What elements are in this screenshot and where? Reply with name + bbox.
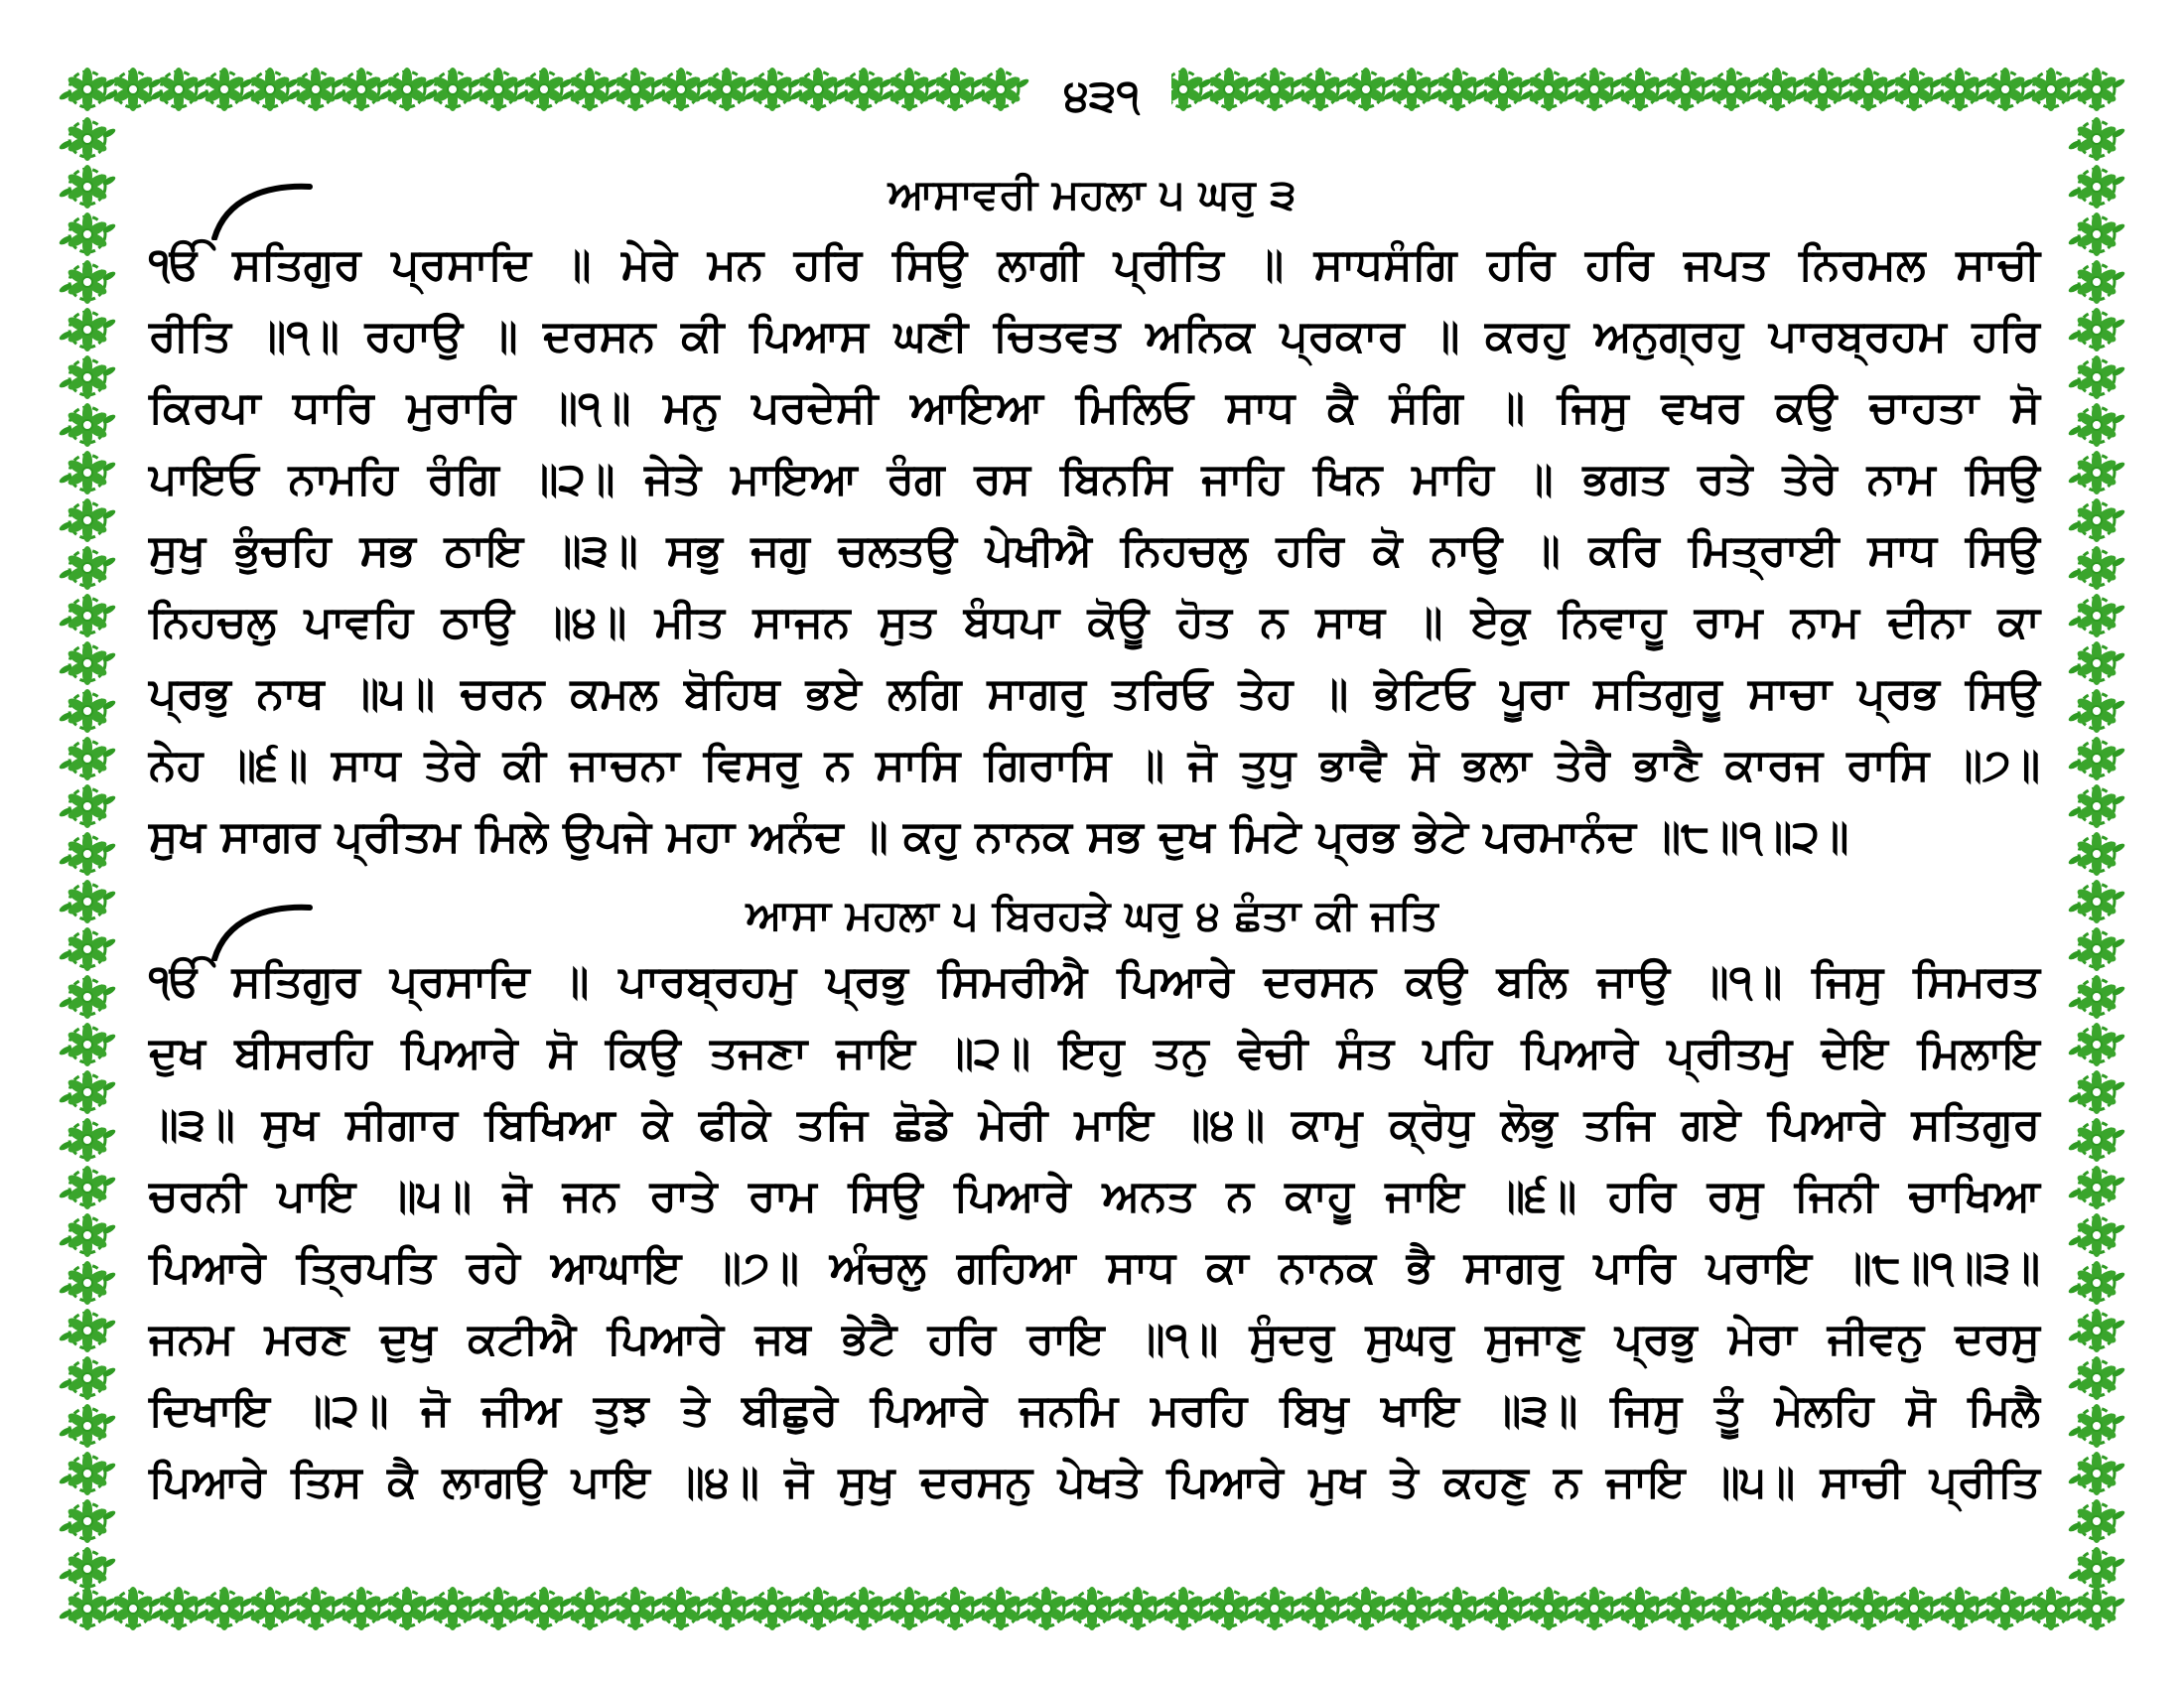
flower-icon [195, 68, 253, 111]
flower-icon [1199, 1587, 1258, 1630]
flower-icon [103, 68, 162, 111]
flower-icon [514, 1587, 573, 1630]
flower-icon [606, 68, 664, 111]
flower-icon [2067, 975, 2125, 1019]
flower-icon [1291, 1587, 1349, 1630]
flower-icon [2021, 68, 2080, 111]
flower-icon [149, 1587, 207, 1630]
flower-icon [1519, 68, 1577, 111]
flower-icon [58, 975, 116, 1019]
flower-icon [651, 68, 710, 111]
flower-icon [2067, 451, 2125, 494]
flower-icon [788, 68, 847, 111]
flower-icon [880, 68, 938, 111]
flower-icon [2067, 1118, 2125, 1162]
flower-icon [834, 68, 892, 111]
flower-icon [1656, 1587, 1714, 1630]
verse-line: ਪ੍ਰਭੁ ਨਾਥ ॥੫॥ ਚਰਨ ਕਮਲ ਬੋਹਿਥ ਭਏ ਲਗਿ ਸਾਗਰੁ ਤਰਿਓ ਤੇਹ ॥ ਭੇਟਿਓ ਪੂਰਾ ਸਤਿਗੁਰੂ ਸਾਚਾ ਪ੍ਰਭ ਸਿਉ [149, 668, 2040, 719]
flower-icon [2021, 1587, 2080, 1630]
flower-icon [58, 212, 116, 256]
flower-icon [1473, 68, 1532, 111]
flower-icon [880, 1587, 938, 1630]
flower-icon [423, 1587, 481, 1630]
flower-icon [1382, 68, 1440, 111]
flower-icon [240, 1587, 299, 1630]
flower-icon [1839, 68, 1897, 111]
flower-icon [377, 68, 436, 111]
flower-icon [58, 1404, 116, 1448]
flower-icon [2067, 355, 2125, 399]
flower-icon [1062, 1587, 1121, 1630]
flower-icon [606, 1587, 664, 1630]
verse-line: ॥੩॥ ਸੁਖ ਸੀਗਾਰ ਬਿਖਿਆ ਕੇ ਫੀਕੇ ਤਜਿ ਛੋਡੇ ਮੇਰੀ ਮਾਇ ॥੪॥ ਕਾਮੁ ਕ੍ਰੋਧੁ ਲੋਭੁ ਤਜਿ ਗਏ ਪਿਆਰੇ ਸਤਿਗੁਰ [149, 1099, 2040, 1150]
verse-line: ੴ ਸਤਿਗੁਰ ਪ੍ਰਸਾਦਿ ॥ ਮੇਰੇ ਮਨ ਹਰਿ ਸਿਉ ਲਾਗੀ ਪ੍ਰੀਤਿ ॥ ਸਾਧਸੰਗਿ ਹਰਿ ਹਰਿ ਜਪਤ ਨਿਰਮਲ ਸਾਚੀ [149, 239, 2040, 290]
flower-icon [1884, 68, 1943, 111]
flower-icon [743, 68, 801, 111]
ik-onkar-arc-icon [206, 181, 316, 240]
flower-icon [58, 355, 116, 399]
flower-icon [1702, 1587, 1760, 1630]
flower-icon [788, 1587, 847, 1630]
flower-icon [2067, 212, 2125, 256]
flower-icon [2067, 498, 2125, 542]
flower-icon [58, 594, 116, 637]
flower-icon [58, 927, 116, 971]
verse-line: ਨਿਹਚਲੁ ਪਾਵਹਿ ਠਾਉ ॥੪॥ ਮੀਤ ਸਾਜਨ ਸੁਤ ਬੰਧਪਾ ਕੋਊ ਹੋਤ ਨ ਸਾਥ ॥ ਏਕੁ ਨਿਵਾਹੂ ਰਾਮ ਨਾਮ ਦੀਨਾ ਕਾ [149, 597, 2040, 647]
flower-icon [195, 1587, 253, 1630]
flower-icon [1656, 68, 1714, 111]
flower-icon [58, 1587, 116, 1630]
flower-icon [1930, 68, 1988, 111]
verse-line: ਨੇਹ ॥੬॥ ਸਾਧ ਤੇਰੇ ਕੀ ਜਾਚਨਾ ਵਿਸਰੁ ਨ ਸਾਸਿ ਗਿਰਾਸਿ ॥ ਜੋ ਤੁਧੁ ਭਾਵੈ ਸੋ ਭਲਾ ਤੇਰੈ ਭਾਣੈ ਕਾਰਜ ਰਾਸਿ ॥੭॥ [149, 740, 2040, 790]
flower-icon [58, 165, 116, 209]
verse-line: ਜਨਮ ਮਰਣ ਦੁਖੁ ਕਟੀਐ ਪਿਆਰੇ ਜਬ ਭੇਟੈ ਹਰਿ ਰਾਇ ॥੧॥ ਸੁੰਦਰੁ ਸੁਘਰੁ ਸੁਜਾਣੁ ਪ੍ਰਭੁ ਮੇਰਾ ਜੀਵਨੁ ਦਰਸੁ [149, 1314, 2040, 1364]
flower-icon [560, 1587, 618, 1630]
flower-icon [58, 784, 116, 828]
flower-icon [2067, 1309, 2125, 1352]
flower-icon [1747, 68, 1806, 111]
flower-icon [925, 68, 984, 111]
flower-icon [286, 68, 344, 111]
flower-icon [2067, 68, 2125, 111]
flower-icon [58, 1070, 116, 1114]
flower-icon [2067, 1023, 2125, 1066]
flower-icon [2067, 1587, 2125, 1630]
flower-icon [58, 308, 116, 352]
flower-icon [2067, 880, 2125, 923]
flower-icon [58, 1499, 116, 1543]
flower-icon [240, 68, 299, 111]
flower-icon [58, 403, 116, 447]
flower-icon [469, 1587, 527, 1630]
shabad-heading: ਆਸਾ ਮਹਲਾ ੫ ਬਿਰਹੜੇ ਘਰੁ ੪ ਛੰਤਾ ਕੀ ਜਤਿ [746, 891, 1438, 939]
flower-icon [58, 1213, 116, 1257]
flower-icon [58, 1261, 116, 1305]
flower-icon [2067, 546, 2125, 590]
flower-icon [2067, 260, 2125, 304]
flower-icon [1930, 1587, 1988, 1630]
flower-icon [58, 1309, 116, 1352]
flower-icon [2067, 832, 2125, 876]
flower-icon [1747, 1587, 1806, 1630]
verse-line: ਚਰਨੀ ਪਾਇ ॥੫॥ ਜੋ ਜਨ ਰਾਤੇ ਰਾਮ ਸਿਉ ਪਿਆਰੇ ਅਨਤ ਨ ਕਾਹੂ ਜਾਇ ॥੬॥ ਹਰਿ ਰਸੁ ਜਿਨੀ ਚਾਖਿਆ [149, 1171, 2040, 1221]
flower-icon [1245, 1587, 1303, 1630]
flower-icon [1702, 68, 1760, 111]
flower-icon [971, 1587, 1029, 1630]
flower-icon [58, 1452, 116, 1495]
flower-icon [58, 832, 116, 876]
flower-icon [2067, 1547, 2125, 1591]
flower-icon [58, 117, 116, 161]
flower-icon [58, 1166, 116, 1209]
flower-icon [58, 1356, 116, 1400]
flower-icon [103, 1587, 162, 1630]
flower-icon [560, 68, 618, 111]
flower-icon [1108, 1587, 1166, 1630]
flower-icon [58, 546, 116, 590]
flower-icon [1610, 1587, 1669, 1630]
verse-line: ੴ ਸਤਿਗੁਰ ਪ੍ਰਸਾਦਿ ॥ ਪਾਰਬ੍ਰਹਮੁ ਪ੍ਰਭੁ ਸਿਮਰੀਐ ਪਿਆਰੇ ਦਰਸਨ ਕਉ ਬਲਿ ਜਾਉ ॥੧॥ ਜਿਸੁ ਸਿਮਰਤ [149, 956, 2040, 1007]
flower-icon [1336, 68, 1395, 111]
flower-icon [1793, 68, 1851, 111]
flower-icon [332, 68, 390, 111]
flower-icon [377, 1587, 436, 1630]
shabad-heading: ਆਸਾਵਰੀ ਮਹਲਾ ੫ ਘਰੁ ੩ [887, 170, 1297, 218]
verse-line: ਸੁਖ ਸਾਗਰ ਪ੍ਰੀਤਮ ਮਿਲੇ ਉਪਜੇ ਮਹਾ ਅਨੰਦ ॥ ਕਹੁ ਨਾਨਕ ਸਭ ਦੁਖ ਮਿਟੇ ਪ੍ਰਭ ਭੇਟੇ ਪਰਮਾਨੰਦ ॥੮॥੧॥੨॥ [149, 811, 1849, 862]
flower-icon [149, 68, 207, 111]
flower-icon [2067, 594, 2125, 637]
verse-line: ਪਿਆਰੇ ਤਿਸ ਕੈ ਲਾਗਉ ਪਾਇ ॥੪॥ ਜੋ ਸੁਖੁ ਦਰਸਨੁ ਪੇਖਤੇ ਪਿਆਰੇ ਮੁਖ ਤੇ ਕਹਣੁ ਨ ਜਾਇ ॥੫॥ ਸਾਚੀ ਪ੍ਰੀਤਿ [149, 1457, 2040, 1507]
flower-icon [2067, 784, 2125, 828]
flower-icon [2067, 737, 2125, 780]
page-number: ੪੩੧ [1032, 62, 1171, 131]
flower-icon [743, 1587, 801, 1630]
flower-icon [1565, 1587, 1623, 1630]
flower-icon [1336, 1587, 1395, 1630]
flower-icon [58, 260, 116, 304]
flower-icon [58, 68, 116, 111]
flower-icon [2067, 117, 2125, 161]
flower-icon [2067, 1213, 2125, 1257]
flower-icon [2067, 1166, 2125, 1209]
flower-icon [58, 1118, 116, 1162]
verse-line: ਦੁਖ ਬੀਸਰਹਿ ਪਿਆਰੇ ਸੋ ਕਿਉ ਤਜਣਾ ਜਾਇ ॥੨॥ ਇਹੁ ਤਨੁ ਵੇਚੀ ਸੰਤ ਪਹਿ ਪਿਆਰੇ ਪ੍ਰੀਤਮੁ ਦੇਇ ਮਿਲਾਇ [149, 1028, 2040, 1078]
flower-icon [2067, 1499, 2125, 1543]
flower-icon [1291, 68, 1349, 111]
flower-icon [2067, 641, 2125, 685]
flower-icon [1245, 68, 1303, 111]
flower-icon [58, 498, 116, 542]
flower-icon [651, 1587, 710, 1630]
flower-icon [2067, 1261, 2125, 1305]
flower-icon [1793, 1587, 1851, 1630]
flower-icon [58, 1547, 116, 1591]
flower-icon [58, 880, 116, 923]
flower-icon [2067, 1404, 2125, 1448]
flower-icon [925, 1587, 984, 1630]
flower-icon [697, 68, 755, 111]
flower-icon [514, 68, 573, 111]
flower-icon [1565, 68, 1623, 111]
verse-line: ਸੁਖੁ ਭੁੰਚਹਿ ਸਭ ਠਾਇ ॥੩॥ ਸਭੁ ਜਗੁ ਚਲਤਉ ਪੇਖੀਐ ਨਿਹਚਲੁ ਹਰਿ ਕੋ ਨਾਉ ॥ ਕਰਿ ਮਿਤ੍ਰਾਈ ਸਾਧ ਸਿਉ [149, 525, 2040, 576]
flower-icon [423, 68, 481, 111]
flower-icon [469, 68, 527, 111]
flower-icon [1154, 1587, 1212, 1630]
flower-icon [2067, 1452, 2125, 1495]
flower-icon [58, 1023, 116, 1066]
flower-icon [2067, 689, 2125, 733]
flower-icon [1428, 68, 1486, 111]
flower-icon [58, 737, 116, 780]
flower-icon [2067, 165, 2125, 209]
flower-icon [58, 689, 116, 733]
flower-icon [1884, 1587, 1943, 1630]
ik-onkar-arc-icon [206, 902, 316, 961]
flower-icon [58, 451, 116, 494]
flower-icon [2067, 1070, 2125, 1114]
flower-icon [1017, 1587, 1075, 1630]
flower-icon [332, 1587, 390, 1630]
flower-icon [2067, 308, 2125, 352]
flower-icon [1976, 1587, 2034, 1630]
verse-line: ਪਿਆਰੇ ਤ੍ਰਿਪਤਿ ਰਹੇ ਆਘਾਇ ॥੭॥ ਅੰਚਲੁ ਗਹਿਆ ਸਾਧ ਕਾ ਨਾਨਕ ਭੈ ਸਾਗਰੁ ਪਾਰਿ ਪਰਾਇ ॥੮॥੧॥੩॥ [149, 1242, 2040, 1293]
verse-line: ਕਿਰਪਾ ਧਾਰਿ ਮੁਰਾਰਿ ॥੧॥ ਮਨੁ ਪਰਦੇਸੀ ਆਇਆ ਮਿਲਿਓ ਸਾਧ ਕੈ ਸੰਗਿ ॥ ਜਿਸੁ ਵਖਰ ਕਉ ਚਾਹਤਾ ਸੋ [149, 382, 2040, 433]
flower-icon [2067, 1356, 2125, 1400]
flower-icon [58, 641, 116, 685]
flower-icon [2067, 927, 2125, 971]
flower-icon [1382, 1587, 1440, 1630]
flower-icon [1428, 1587, 1486, 1630]
flower-icon [697, 1587, 755, 1630]
verse-line: ਦਿਖਾਇ ॥੨॥ ਜੋ ਜੀਅ ਤੁਝ ਤੇ ਬੀਛੁਰੇ ਪਿਆਰੇ ਜਨਮਿ ਮਰਹਿ ਬਿਖੁ ਖਾਇ ॥੩॥ ਜਿਸੁ ਤੂੰ ਮੇਲਹਿ ਸੋ ਮਿਲੈ [149, 1385, 2040, 1436]
flower-icon [971, 68, 1029, 111]
flower-icon [1519, 1587, 1577, 1630]
flower-icon [1976, 68, 2034, 111]
verse-line: ਪਾਇਓ ਨਾਮਹਿ ਰੰਗਿ ॥੨॥ ਜੇਤੇ ਮਾਇਆ ਰੰਗ ਰਸ ਬਿਨਸਿ ਜਾਹਿ ਖਿਨ ਮਾਹਿ ॥ ਭਗਤ ਰਤੇ ਤੇਰੇ ਨਾਮ ਸਿਉ [149, 454, 2040, 504]
flower-icon [1610, 68, 1669, 111]
flower-icon [1473, 1587, 1532, 1630]
flower-icon [286, 1587, 344, 1630]
flower-icon [834, 1587, 892, 1630]
flower-icon [1839, 1587, 1897, 1630]
flower-icon [2067, 403, 2125, 447]
verse-line: ਰੀਤਿ ॥੧॥ ਰਹਾਉ ॥ ਦਰਸਨ ਕੀ ਪਿਆਸ ਘਣੀ ਚਿਤਵਤ ਅਨਿਕ ਪ੍ਰਕਾਰ ॥ ਕਰਹੁ ਅਨੁਗ੍ਰਹੁ ਪਾਰਬ੍ਰਹਮ ਹਰਿ [149, 311, 2040, 361]
flower-icon [1199, 68, 1258, 111]
